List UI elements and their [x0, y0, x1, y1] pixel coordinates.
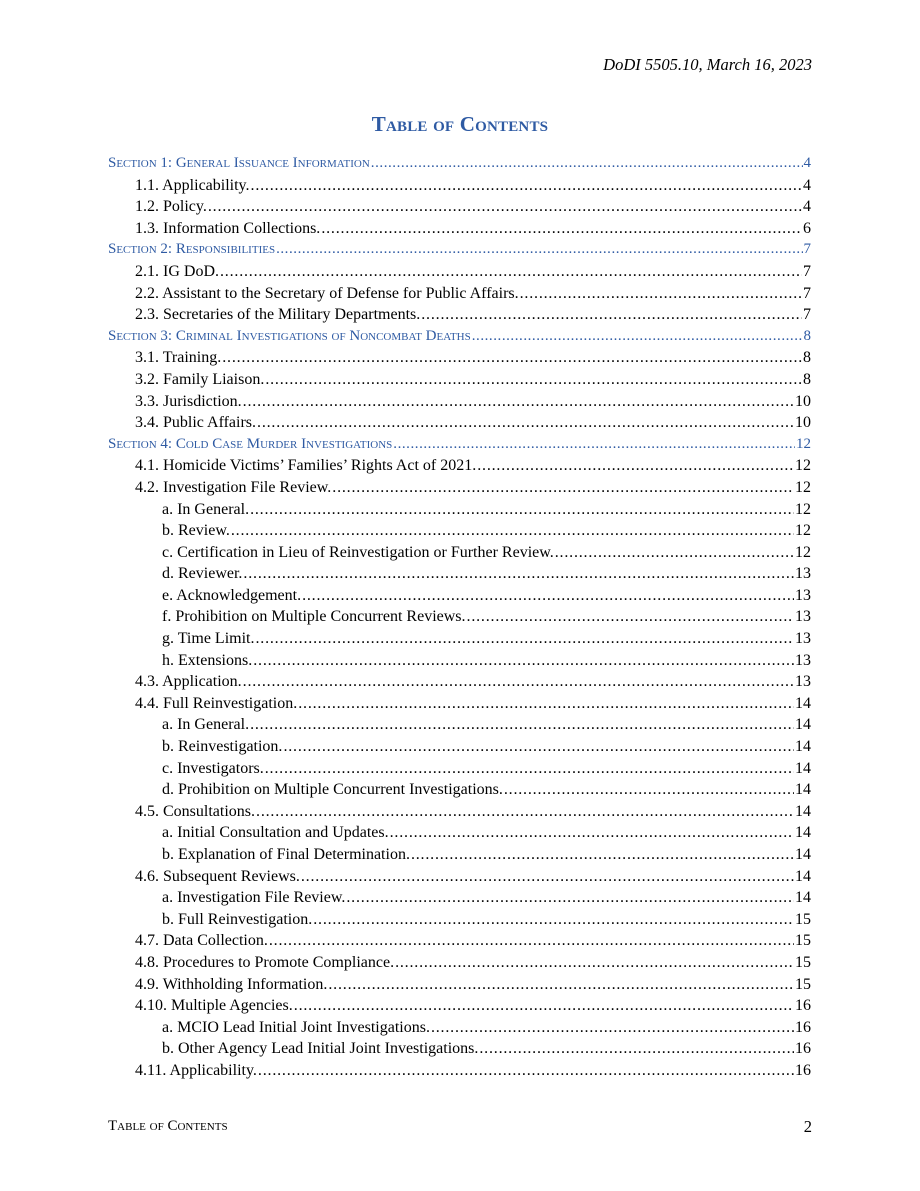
toc-entry-label: c. Certification in Lieu of Reinvestigation or Further Review. — [162, 543, 554, 561]
toc-entry-link[interactable] — [108, 371, 811, 393]
toc-dot-leader — [431, 1019, 794, 1037]
toc-dot-leader — [321, 220, 802, 238]
toc-dot-leader — [313, 911, 794, 929]
toc-entry-link[interactable] — [108, 954, 811, 976]
toc-page-number: 8 — [803, 349, 811, 367]
toc-page-number: 14 — [795, 781, 811, 799]
toc-entry-label: a. MCIO Lead Initial Joint Investigations. — [162, 1018, 430, 1036]
toc-entry-label: b. Explanation of Final Determination. — [162, 846, 410, 863]
toc-dot-leader — [395, 954, 794, 972]
toc-page-number: 13 — [795, 586, 811, 604]
toc-section-link[interactable] — [108, 155, 811, 177]
toc-dot-leader — [328, 976, 794, 994]
toc-dot-leader — [520, 285, 802, 303]
footer-page-number: 2 — [803, 1117, 812, 1136]
toc-dot-leader — [346, 889, 794, 907]
toc-entry-label: 3.3. Jurisdiction. — [135, 392, 242, 410]
toc-entry-link[interactable] — [108, 1040, 811, 1062]
toc-page-number: 14 — [795, 802, 811, 820]
toc-dot-leader — [390, 824, 794, 842]
toc-entry-link[interactable] — [108, 544, 811, 566]
toc-dot-leader — [302, 587, 794, 605]
toc-page-number: 6 — [803, 219, 811, 237]
toc-dot-leader — [504, 781, 794, 799]
toc-entry-label: a. In General. — [162, 716, 250, 734]
toc-dot-leader — [479, 1040, 794, 1058]
toc-entry-link[interactable] — [108, 976, 811, 998]
toc-page-number: 14 — [795, 867, 811, 885]
toc-entry-label: a. In General. — [162, 500, 250, 518]
toc-entry-label: 3.4. Public Affairs. — [135, 414, 257, 432]
footer-section-label: Table of Contents — [108, 1118, 228, 1134]
toc-entry-label: f. Prohibition on Multiple Concurrent Reviews. — [162, 608, 466, 626]
toc-dot-leader — [555, 544, 794, 562]
toc-dot-leader — [222, 349, 802, 367]
toc-dot-leader — [253, 652, 794, 670]
toc-entry-link[interactable] — [108, 781, 811, 803]
toc-section-link[interactable] — [108, 436, 811, 458]
toc-dot-leader — [269, 932, 794, 950]
toc-entry-link[interactable] — [108, 716, 811, 738]
toc-entry-label: 3.1. Training. — [135, 349, 222, 367]
toc-entry-label: b. Reinvestigation. — [162, 738, 283, 756]
toc-dot-leader — [467, 608, 794, 626]
toc-page-number: 10 — [795, 414, 811, 432]
toc-entry-link[interactable] — [108, 760, 811, 782]
toc-entry-link[interactable] — [108, 349, 811, 371]
toc-page-number: 15 — [795, 932, 811, 950]
toc-page-number: 7 — [803, 262, 811, 280]
toc-entry-link[interactable] — [108, 522, 811, 544]
toc-page-number: 14 — [795, 716, 811, 734]
toc-dot-leader — [411, 846, 794, 864]
toc-section-link[interactable] — [108, 328, 811, 350]
toc-dot-leader — [371, 155, 803, 172]
toc-entry-link[interactable] — [108, 1062, 811, 1084]
toc-entry-link[interactable] — [108, 1019, 811, 1041]
toc-dot-leader — [477, 457, 794, 475]
toc-page-number: 16 — [795, 1061, 811, 1079]
toc-page-number: 13 — [795, 651, 811, 669]
toc-entry-label: 4.2. Investigation File Review. — [135, 478, 332, 496]
toc-entry-link[interactable] — [108, 306, 811, 328]
toc-entry-link[interactable] — [108, 738, 811, 760]
toc-entry-label: 1.3. Information Collections. — [135, 219, 321, 237]
toc-page-number: 16 — [795, 1040, 811, 1058]
toc-page-number: 12 — [795, 478, 811, 496]
toc-entry-link[interactable] — [108, 803, 811, 825]
toc-page-number: 4 — [803, 155, 811, 171]
toc-entry-label: Section 3: Criminal Investigations of Noncombat Deaths — [108, 327, 471, 344]
toc-page-number: 14 — [795, 759, 811, 777]
toc-entry-link[interactable] — [108, 565, 811, 587]
toc-dot-leader — [250, 716, 794, 734]
toc-dot-leader — [472, 328, 803, 345]
toc-entry-link[interactable] — [108, 868, 811, 890]
toc-page-number: 13 — [795, 673, 811, 691]
toc-page-number: 10 — [795, 392, 811, 410]
toc-dot-leader — [393, 436, 795, 453]
toc-dot-leader — [256, 803, 794, 821]
toc-dot-leader — [231, 522, 794, 540]
table-of-contents — [108, 155, 811, 1084]
toc-page-number: 14 — [795, 846, 811, 863]
toc-entry-link[interactable] — [108, 932, 811, 954]
toc-entry-link[interactable] — [108, 587, 811, 609]
toc-entry-label: b. Review. — [162, 522, 230, 540]
toc-entry-label: h. Extensions. — [162, 651, 253, 669]
toc-dot-leader — [258, 1062, 794, 1080]
toc-dot-leader — [276, 241, 802, 258]
toc-page-number: 13 — [795, 630, 811, 648]
toc-entry-link[interactable] — [108, 414, 811, 436]
toc-page-number: 4 — [803, 198, 811, 216]
toc-entry-link[interactable] — [108, 393, 811, 415]
toc-entry-link[interactable] — [108, 846, 811, 868]
toc-entry-link[interactable] — [108, 220, 811, 242]
toc-entry-label: d. Prohibition on Multiple Concurrent Investigations. — [162, 781, 503, 799]
toc-entry-link[interactable] — [108, 608, 811, 630]
toc-dot-leader — [283, 738, 794, 756]
toc-entry-label: a. Investigation File Review. — [162, 889, 346, 907]
toc-page-number: 14 — [795, 738, 811, 756]
toc-entry-link[interactable] — [108, 177, 811, 199]
toc-entry-link[interactable] — [108, 997, 811, 1019]
toc-entry-link[interactable] — [108, 630, 811, 652]
toc-dot-leader — [421, 306, 802, 324]
toc-page-number: 8 — [803, 370, 811, 388]
toc-page-number: 12 — [795, 500, 811, 518]
toc-page-number: 15 — [795, 953, 811, 971]
toc-entry-link[interactable] — [108, 501, 811, 523]
toc-entry-label: 3.2. Family Liaison. — [135, 370, 265, 388]
toc-dot-leader — [243, 673, 794, 691]
toc-dot-leader — [332, 479, 794, 497]
document-reference: DoDI 5505.10, March 16, 2023 — [603, 55, 812, 74]
toc-page-number: 7 — [803, 284, 811, 302]
toc-page-number: 16 — [795, 1018, 811, 1036]
toc-title: Table of Contents — [371, 112, 549, 136]
toc-dot-leader — [255, 630, 794, 648]
toc-page-number: 7 — [803, 241, 811, 258]
toc-entry-label: 1.1. Applicability. — [135, 176, 250, 194]
toc-page-number: 12 — [796, 435, 811, 452]
toc-entry-label: 1.2. Policy. — [135, 198, 207, 216]
toc-entry-link[interactable] — [108, 652, 811, 674]
toc-dot-leader — [243, 565, 794, 583]
toc-entry-label: 4.5. Consultations. — [135, 802, 256, 820]
toc-dot-leader — [243, 393, 794, 411]
toc-entry-label: d. Reviewer. — [162, 565, 243, 583]
toc-dot-leader — [251, 177, 802, 195]
toc-entry-label: 2.2. Assistant to the Secretary of Defense for Public Affairs. — [135, 284, 519, 302]
toc-page-number: 12 — [795, 522, 811, 540]
toc-page-number: 8 — [803, 327, 811, 344]
toc-dot-leader — [250, 501, 794, 519]
toc-entry-label: Section 1: General Issuance Information — [108, 155, 370, 171]
toc-dot-leader — [265, 371, 802, 389]
toc-entry-label: g. Time Limit. — [162, 630, 255, 648]
toc-dot-leader — [301, 868, 794, 886]
toc-dot-leader — [220, 263, 802, 281]
toc-entry-label: c. Investigators. — [162, 759, 264, 777]
toc-page-number: 7 — [803, 306, 811, 324]
toc-entry-link[interactable] — [108, 889, 811, 911]
toc-entry-label: Section 2: Responsibilities — [108, 241, 276, 258]
toc-entry-link[interactable] — [108, 695, 811, 717]
toc-dot-leader — [294, 997, 794, 1015]
toc-entry-label: Section 4: Cold Case Murder Investigations — [108, 435, 393, 452]
toc-page-number: 12 — [795, 543, 811, 561]
toc-page-number: 16 — [795, 997, 811, 1015]
toc-entry-link[interactable] — [108, 263, 811, 285]
toc-entry-link[interactable] — [108, 911, 811, 933]
toc-page-number: 15 — [795, 910, 811, 928]
toc-entry-link[interactable] — [108, 673, 811, 695]
toc-entry-label: e. Acknowledgement. — [162, 586, 302, 604]
toc-entry-link[interactable] — [108, 285, 811, 307]
toc-entry-label: 4.1. Homicide Victims’ Families’ Rights Act of 2021. — [135, 457, 477, 475]
toc-page-number: 14 — [795, 889, 811, 907]
toc-entry-label: 4.8. Procedures to Promote Compliance. — [135, 953, 395, 971]
toc-page-number: 15 — [795, 975, 811, 993]
toc-entry-label: b. Other Agency Lead Initial Joint Investigations. — [162, 1040, 479, 1058]
toc-entry-link[interactable] — [108, 457, 811, 479]
toc-entry-label: 4.11. Applicability. — [135, 1061, 257, 1079]
toc-entry-label: 4.7. Data Collection. — [135, 932, 268, 950]
toc-entry-label: 4.9. Withholding Information. — [135, 975, 328, 993]
toc-entry-label: 4.3. Application. — [135, 673, 242, 691]
toc-entry-link[interactable] — [108, 479, 811, 501]
toc-dot-leader — [298, 695, 794, 713]
toc-entry-label: a. Initial Consultation and Updates. — [162, 824, 389, 842]
toc-page-number: 14 — [795, 824, 811, 842]
toc-dot-leader — [208, 198, 802, 216]
toc-entry-label: 4.6. Subsequent Reviews. — [135, 867, 300, 885]
toc-page-number: 13 — [795, 608, 811, 626]
toc-entry-label: 4.4. Full Reinvestigation. — [135, 694, 298, 712]
toc-entry-label: 2.1. IG DoD. — [135, 262, 219, 280]
toc-dot-leader — [265, 760, 794, 778]
toc-section-link[interactable] — [108, 241, 811, 263]
toc-entry-label: 4.10. Multiple Agencies. — [135, 997, 293, 1015]
toc-entry-link[interactable] — [108, 824, 811, 846]
toc-page-number: 14 — [795, 694, 811, 712]
toc-page-number: 4 — [803, 176, 811, 194]
toc-entry-label: 2.3. Secretaries of the Military Departments. — [135, 306, 421, 324]
toc-page-number: 13 — [795, 565, 811, 583]
toc-entry-label: b. Full Reinvestigation. — [162, 910, 313, 928]
toc-page-number: 12 — [795, 457, 811, 475]
toc-dot-leader — [257, 414, 794, 432]
toc-entry-link[interactable] — [108, 198, 811, 220]
